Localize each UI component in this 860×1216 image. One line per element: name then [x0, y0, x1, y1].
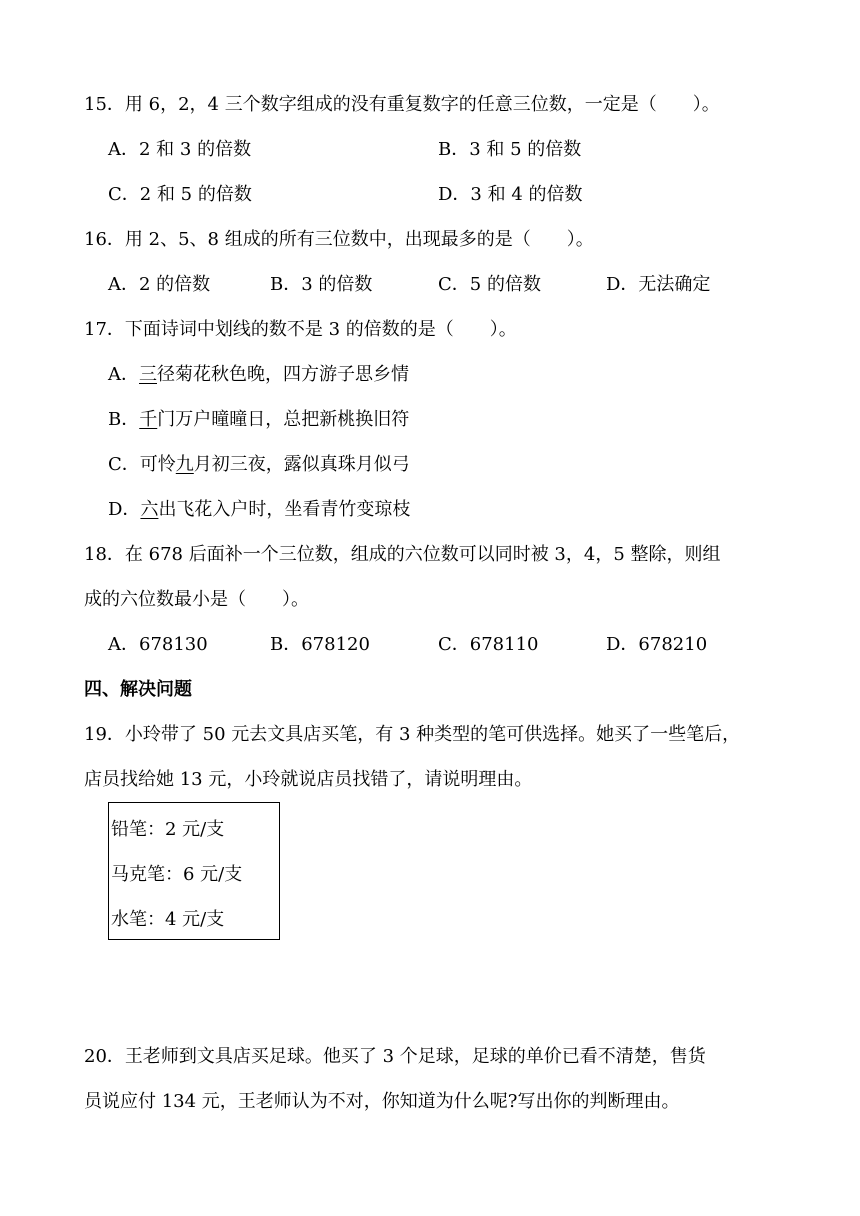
- question-16-option-a: A．2 的倍数: [108, 274, 211, 295]
- underlined-number: 六: [140, 499, 159, 520]
- question-17-option-b: [108, 409, 409, 431]
- question-16-option-d: D．无法确定: [606, 274, 711, 295]
- option-prefix: C．可怜: [108, 454, 176, 475]
- price-marker: 马克笔：6 元/支: [111, 864, 243, 885]
- price-pen: 水笔：4 元/支: [111, 909, 225, 930]
- question-18-option-c: C．678110: [438, 634, 539, 655]
- question-17-stem: 17．下面诗词中划线的数不是 3 的倍数的是（ ）。: [84, 319, 517, 340]
- question-20-line-2: 员说应付 134 元，王老师认为不对，你知道为什么呢?写出你的判断理由。: [84, 1091, 680, 1112]
- question-18-option-d: D．678210: [606, 634, 708, 655]
- section-title: 四、解决问题: [84, 679, 192, 700]
- underlined-number: 三: [139, 364, 157, 385]
- question-18-stem-line-2: 成的六位数最小是（ ）。: [84, 589, 309, 610]
- option-prefix: D．: [108, 499, 141, 520]
- question-17-option-d: [108, 499, 410, 521]
- question-15-option-b: B．3 和 5 的倍数: [438, 139, 582, 160]
- question-18-option-b: B．678120: [270, 634, 370, 655]
- option-text: 月初三夜，露似真珠月似弓: [193, 454, 410, 475]
- question-19-line-2: 店员找给她 13 元，小玲就说店员找错了，请说明理由。: [84, 769, 533, 790]
- question-17-option-a: [108, 364, 409, 386]
- price-pencil: 铅笔：2 元/支: [111, 819, 225, 840]
- price-list-box: [108, 802, 280, 940]
- question-20-line-1: 20．王老师到文具店买足球。他买了 3 个足球，足球的单价已看不清楚，售货: [84, 1046, 706, 1067]
- question-15-stem: 15．用 6，2，4 三个数字组成的没有重复数字的任意三位数，一定是（ ）。: [84, 94, 720, 115]
- option-text: 出飞花入户时，坐看青竹变琼枝: [158, 499, 411, 520]
- question-15-option-a: A．2 和 3 的倍数: [108, 139, 252, 160]
- question-17-option-c: [108, 454, 410, 476]
- question-16-option-b: B．3 的倍数: [270, 274, 373, 295]
- underlined-number: 九: [175, 454, 194, 475]
- question-16-stem: 16．用 2、5、8 组成的所有三位数中，出现最多的是（ ）。: [84, 229, 594, 250]
- question-15-option-c: C．2 和 5 的倍数: [108, 184, 252, 205]
- question-19-line-1: 19．小玲带了 50 元去文具店买笔，有 3 种类型的笔可供选择。她买了一些笔后，: [84, 724, 741, 745]
- option-prefix: B．: [108, 409, 140, 430]
- option-text: 门万户曈曈日，总把新桃换旧符: [157, 409, 410, 430]
- question-18-option-a: A．678130: [108, 634, 208, 655]
- question-15-option-d: D．3 和 4 的倍数: [438, 184, 583, 205]
- option-text: 径菊花秋色晚，四方游子思乡情: [157, 364, 409, 385]
- question-16-option-c: C．5 的倍数: [438, 274, 541, 295]
- option-prefix: A．: [108, 364, 139, 385]
- question-18-stem-line-1: 18．在 678 后面补一个三位数，组成的六位数可以同时被 3，4，5 整除，则组: [84, 544, 721, 565]
- underlined-number: 千: [139, 409, 158, 430]
